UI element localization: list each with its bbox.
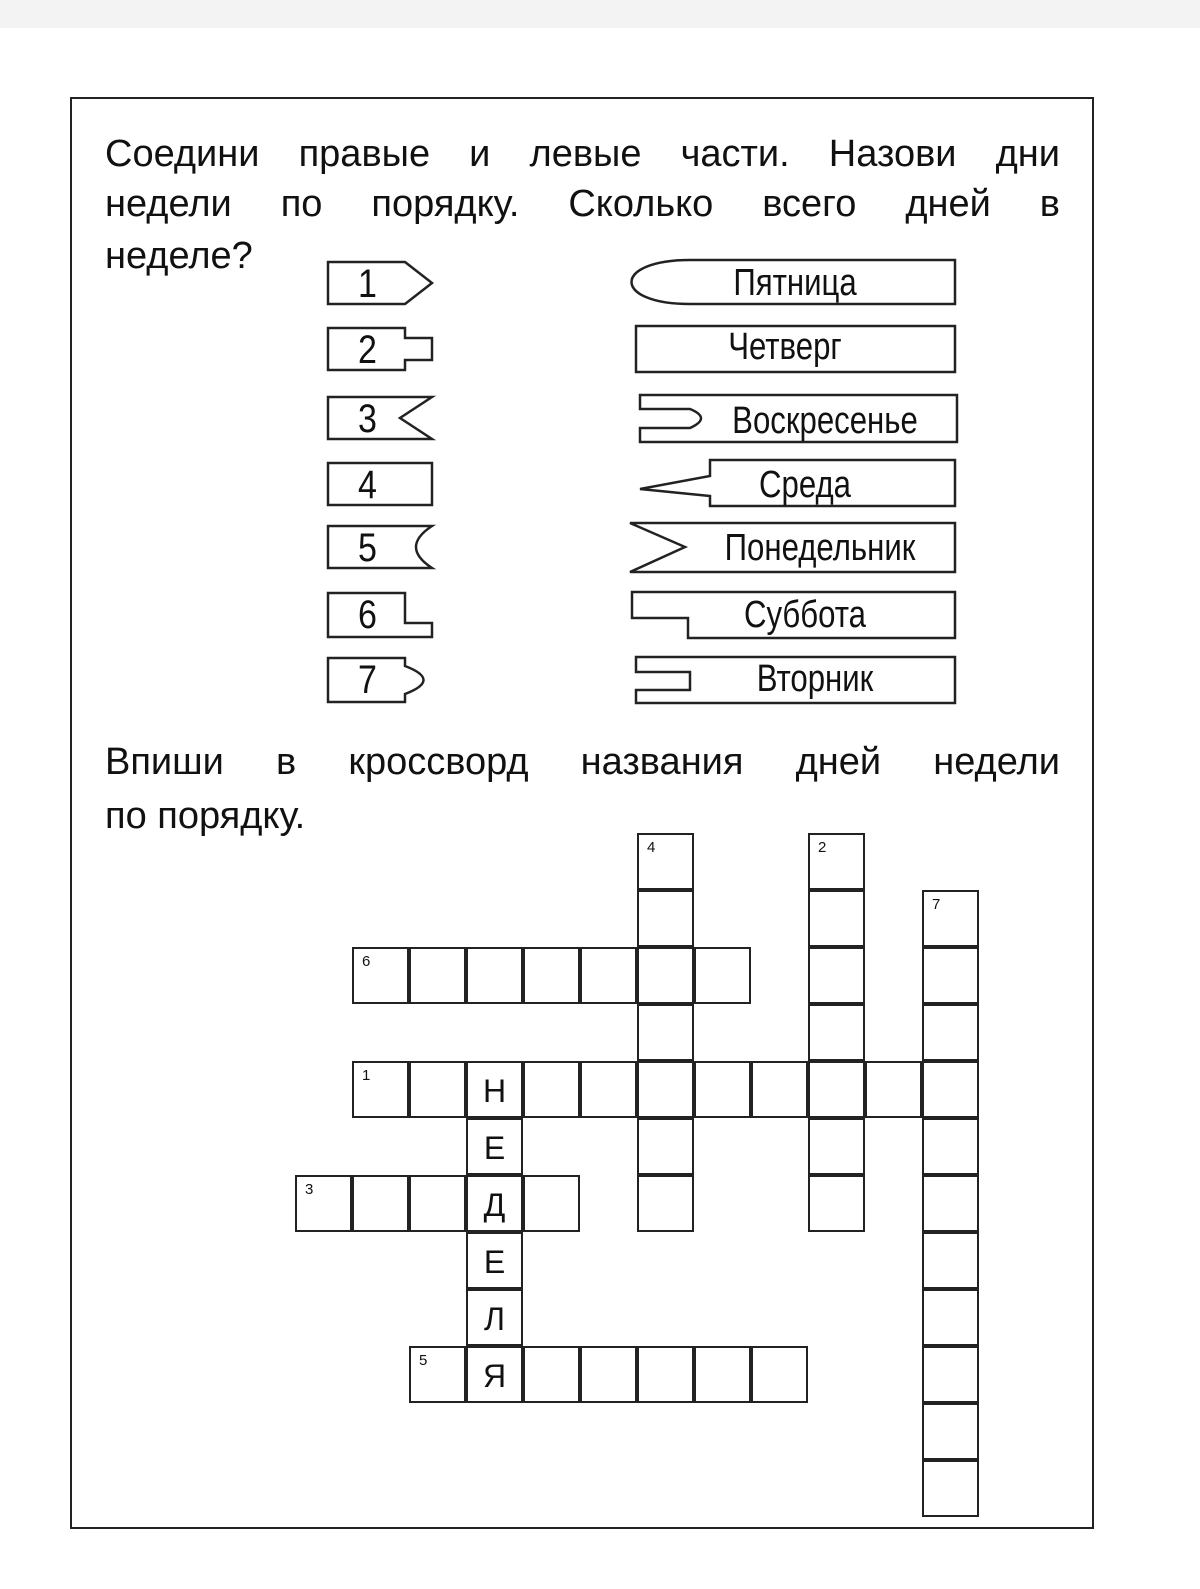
clue-number: 2 xyxy=(818,839,827,856)
crossword-cell[interactable] xyxy=(352,1175,409,1232)
crossword-cell[interactable] xyxy=(808,1004,865,1061)
crossword-cell[interactable] xyxy=(922,1346,979,1403)
crossword-cell[interactable] xyxy=(409,1346,466,1403)
cell-letter: Д xyxy=(483,1187,506,1223)
task2-text-line: по порядку. xyxy=(105,795,306,837)
crossword-cell[interactable] xyxy=(523,947,580,1004)
crossword-cell[interactable] xyxy=(808,1175,865,1232)
day-label: Понедельник xyxy=(724,527,916,569)
day-label: Пятница xyxy=(733,262,857,304)
left-piece-number: 5 xyxy=(358,526,377,570)
day-label: Воскресенье xyxy=(732,400,918,442)
crossword-cell[interactable] xyxy=(637,1346,694,1403)
task2-text-line: Впиши в кроссворд названия дней недели xyxy=(105,741,1060,783)
crossword-cell[interactable] xyxy=(409,1061,466,1118)
left-piece-number: 4 xyxy=(358,463,377,507)
crossword-cell[interactable] xyxy=(808,833,865,890)
crossword-cell[interactable] xyxy=(580,1346,637,1403)
matching-shapes xyxy=(0,0,1200,760)
crossword-cell[interactable] xyxy=(409,1175,466,1232)
crossword-cell[interactable] xyxy=(523,1175,580,1232)
crossword-cell-filled[interactable] xyxy=(466,1289,523,1346)
left-piece-number: 1 xyxy=(358,262,377,306)
crossword-cell[interactable] xyxy=(922,1118,979,1175)
crossword-cell[interactable] xyxy=(808,947,865,1004)
crossword-cell-filled[interactable] xyxy=(466,1175,523,1232)
crossword-cell[interactable] xyxy=(352,1061,409,1118)
clue-number: 6 xyxy=(362,953,371,970)
cell-letter: Н xyxy=(482,1073,507,1109)
crossword-cell[interactable] xyxy=(523,1061,580,1118)
crossword-cell[interactable] xyxy=(580,1061,637,1118)
crossword-cell[interactable] xyxy=(637,890,694,947)
day-label: Среда xyxy=(759,464,851,506)
crossword-cell[interactable] xyxy=(694,947,751,1004)
crossword-cell[interactable] xyxy=(637,833,694,890)
crossword-cell[interactable] xyxy=(637,947,694,1004)
crossword-cell[interactable] xyxy=(922,1403,979,1460)
cell-letter: Е xyxy=(483,1130,506,1166)
crossword-cell[interactable] xyxy=(922,1004,979,1061)
crossword-cell[interactable] xyxy=(637,1175,694,1232)
left-piece-number: 3 xyxy=(358,397,377,441)
clue-number: 3 xyxy=(305,1181,314,1198)
crossword-cell-filled[interactable] xyxy=(466,1061,523,1118)
crossword-cell[interactable] xyxy=(694,1061,751,1118)
task1-text-line: Соедини правые и левые части. Назови дни xyxy=(105,133,1060,175)
crossword-cell[interactable] xyxy=(352,947,409,1004)
crossword-cell[interactable] xyxy=(922,890,979,947)
crossword-cell[interactable] xyxy=(694,1346,751,1403)
day-label: Суббота xyxy=(743,594,867,636)
cell-letter: Л xyxy=(484,1301,505,1337)
left-piece-number: 2 xyxy=(358,328,377,372)
clue-number: 5 xyxy=(419,1352,428,1369)
crossword-cell[interactable] xyxy=(808,890,865,947)
clue-number: 7 xyxy=(932,896,941,913)
crossword-cell[interactable] xyxy=(751,1061,808,1118)
crossword-cell[interactable] xyxy=(409,947,466,1004)
left-piece-number: 7 xyxy=(358,658,377,702)
task1-text-line: неделе? xyxy=(105,235,253,277)
crossword-cell[interactable] xyxy=(922,1232,979,1289)
crossword-cell[interactable] xyxy=(922,1460,979,1517)
crossword-cell[interactable] xyxy=(922,947,979,1004)
crossword-cell[interactable] xyxy=(865,1061,922,1118)
day-label: Вторник xyxy=(756,658,874,700)
crossword-cell[interactable] xyxy=(637,1004,694,1061)
crossword-cell-filled[interactable] xyxy=(466,1232,523,1289)
crossword-cell[interactable] xyxy=(751,1346,808,1403)
clue-number: 4 xyxy=(647,839,656,856)
crossword-cell[interactable] xyxy=(523,1346,580,1403)
crossword-cell[interactable] xyxy=(808,1061,865,1118)
clue-number: 1 xyxy=(362,1067,371,1084)
crossword-cell-filled[interactable] xyxy=(466,1118,523,1175)
cell-letter: Я xyxy=(482,1358,507,1394)
cell-letter: Е xyxy=(483,1244,506,1280)
task1-text-line: недели по порядку. Сколько всего дней в xyxy=(105,183,1060,225)
day-label: Четверг xyxy=(728,326,842,368)
left-piece-number: 6 xyxy=(358,593,377,637)
crossword-cell[interactable] xyxy=(295,1175,352,1232)
crossword-cell-filled[interactable] xyxy=(466,1346,523,1403)
crossword-cell[interactable] xyxy=(922,1175,979,1232)
crossword-cell[interactable] xyxy=(637,1118,694,1175)
crossword-cell[interactable] xyxy=(922,1061,979,1118)
crossword-cell[interactable] xyxy=(808,1118,865,1175)
crossword-cell[interactable] xyxy=(466,947,523,1004)
crossword-cell[interactable] xyxy=(922,1289,979,1346)
crossword-cell[interactable] xyxy=(580,947,637,1004)
crossword-cell[interactable] xyxy=(637,1061,694,1118)
